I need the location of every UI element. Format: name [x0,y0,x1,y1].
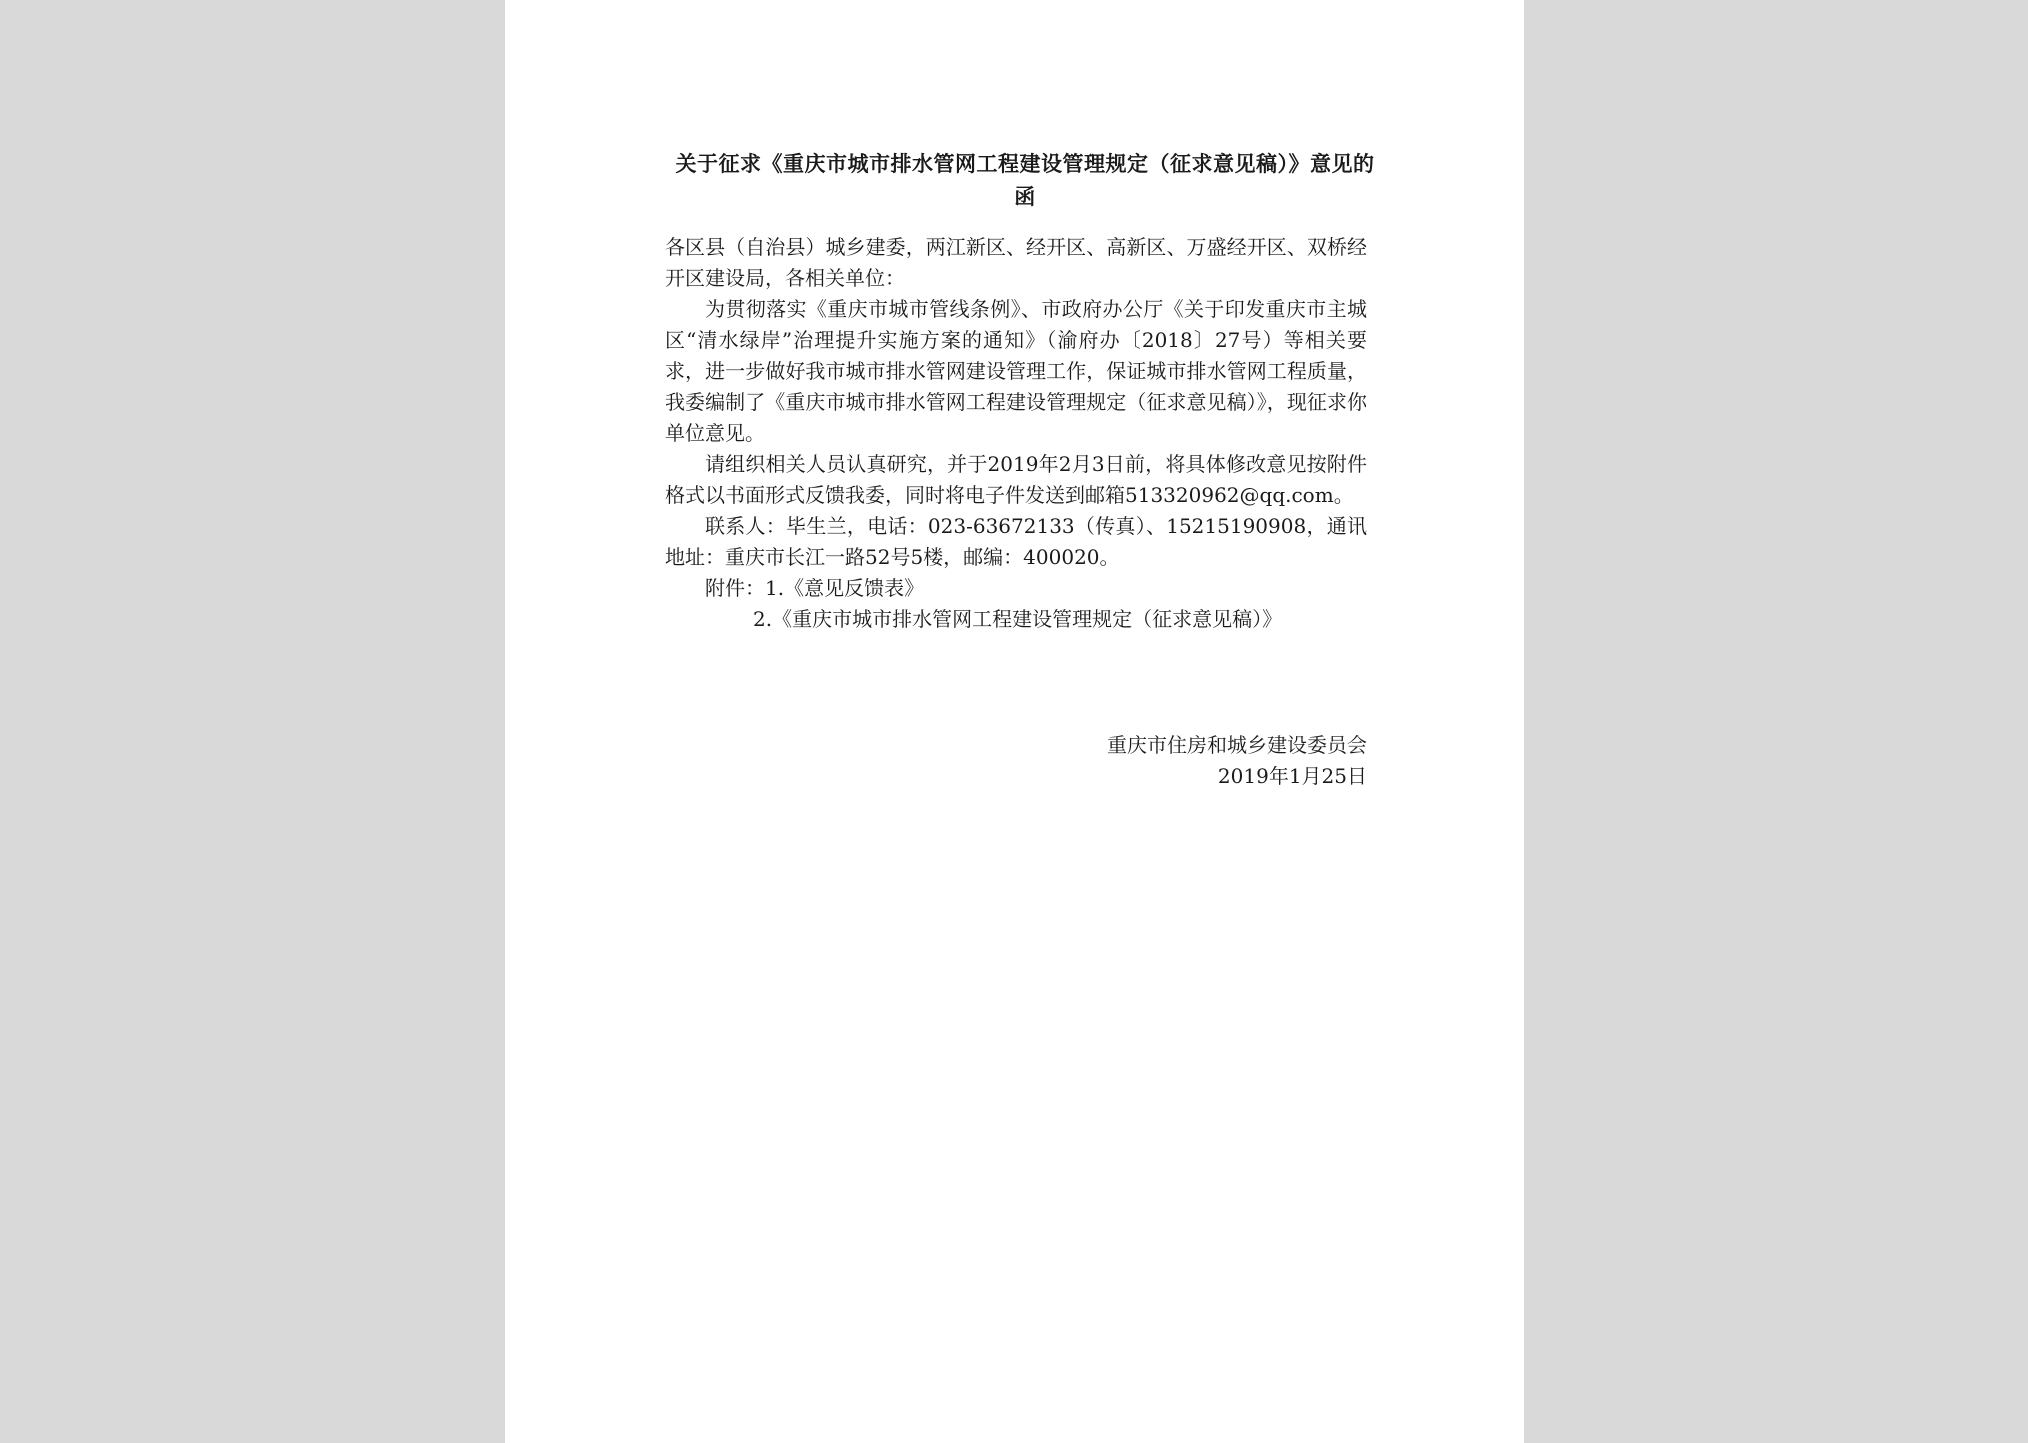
document-page [505,0,1524,1443]
document-body [665,232,1367,635]
document-title: 关于征求《重庆市城市排水管网工程建设管理规定（征求意见稿）》意见的函 [675,151,1375,209]
attachment-item-2: 2.《重庆市城市排水管网工程建设管理规定（征求意见稿）》 [753,607,1283,631]
addressee-line: 各区县（自治县）城乡建委，两江新区、经开区、高新区、万盛经开区、双桥经开区建设局，各相关单位： [665,235,1367,290]
signature-date: 2019年1月25日 [1217,764,1367,788]
body-paragraph-1: 为贯彻落实《重庆市城市管线条例》、市政府办公厅《关于印发重庆市主城区“清水绿岸”治理提升实施方案的通知》（渝府办〔2018〕27号）等相关要求，进一步做好我市城市排水管网建设管理工作，保证城市排水管网工程质量，我委编制了《重庆市城市排水管网工程建设管理规定（征求意见稿）》，现征求你单位意见。 [665,297,1367,445]
signature-organization: 重庆市住房和城乡建设委员会 [1107,733,1367,757]
signature-block [1065,730,1367,792]
body-paragraph-2: 请组织相关人员认真研究，并于2019年2月3日前，将具体修改意见按附件格式以书面形式反馈我委，同时将电子件发送到邮箱513320962@qq.com。 [665,452,1367,507]
attachment-item-1: 附件：1.《意见反馈表》 [705,576,925,600]
contact-paragraph: 联系人：毕生兰，电话：023-63672133（传真）、15215190908，通讯地址：重庆市长江一路52号5楼，邮编：400020。 [665,514,1367,569]
